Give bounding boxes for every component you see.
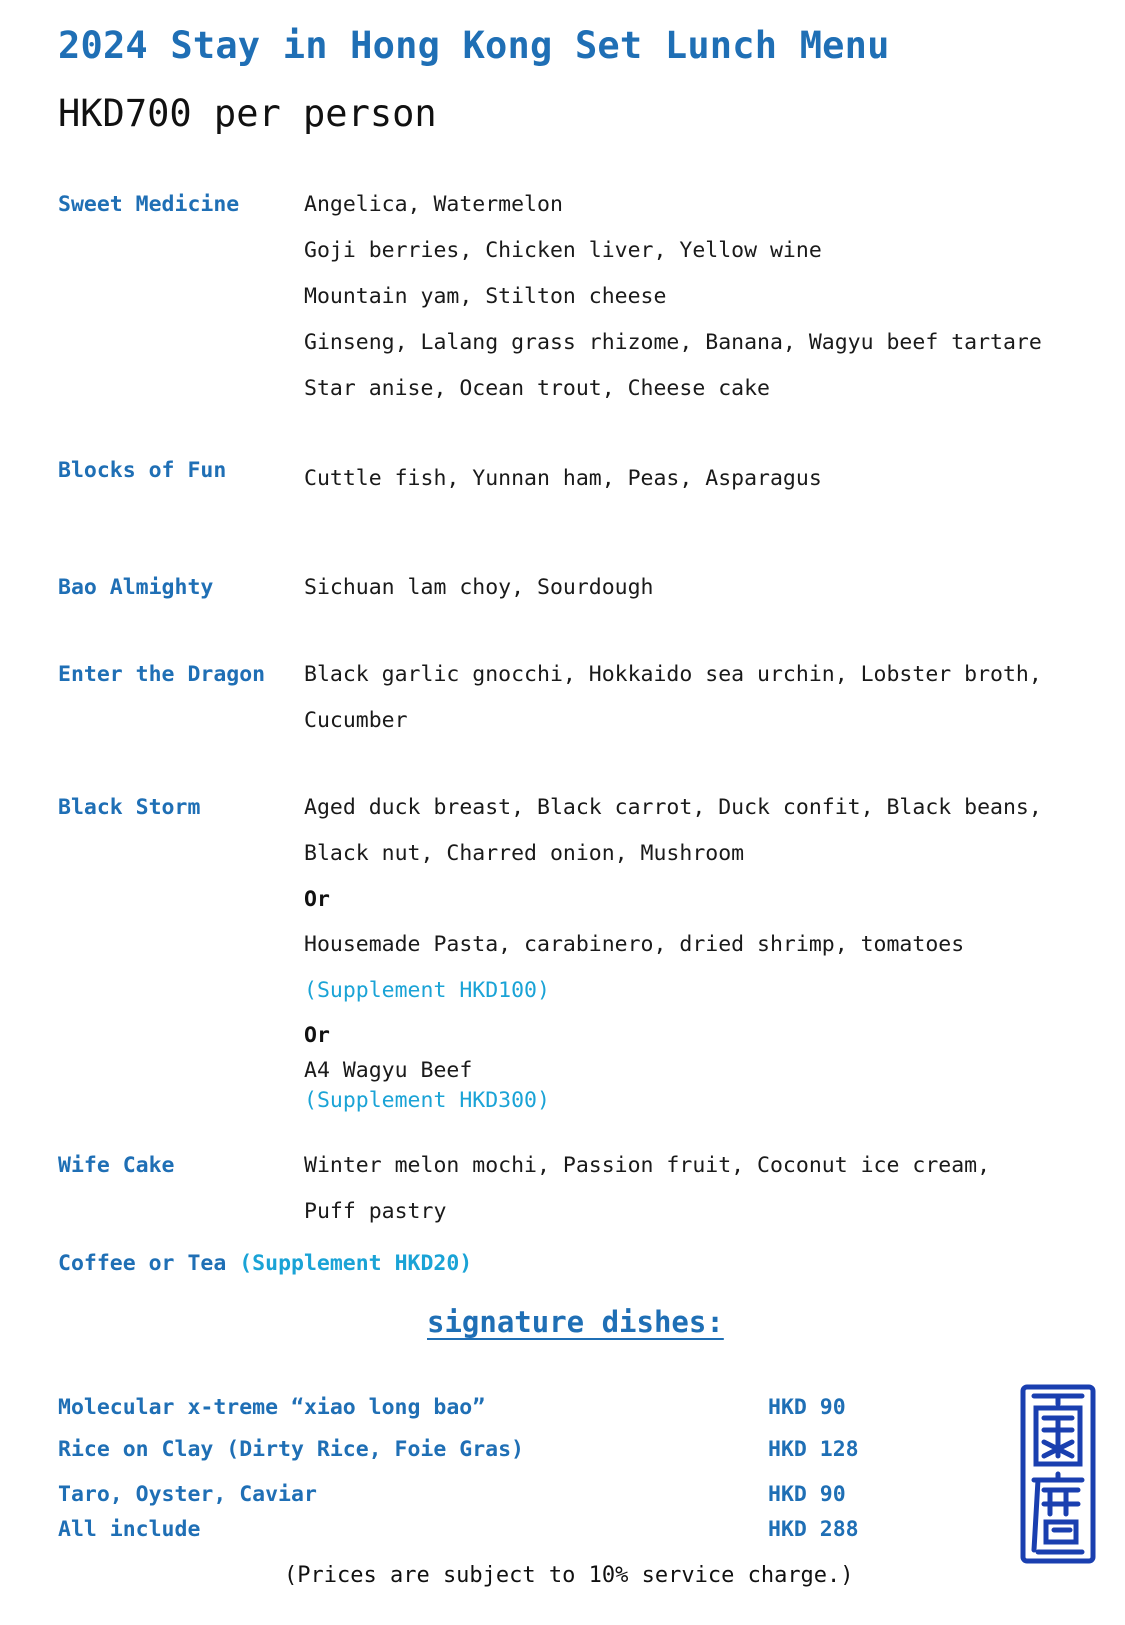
signature-heading: signature dishes: xyxy=(427,1305,724,1339)
course-line: Black nut, Charred onion, Mushroom xyxy=(304,841,745,866)
course-line: Star anise, Ocean trout, Cheese cake xyxy=(304,376,770,401)
course-option: Housemade Pasta, carabinero, dried shrimp, tomatoes xyxy=(304,932,965,957)
course-line: Aged duck breast, Black carrot, Duck confit, Black beans, xyxy=(304,795,1042,820)
course-line: Cuttle fish, Yunnan ham, Peas, Asparagus xyxy=(304,466,822,491)
or-label: Or xyxy=(304,887,330,912)
course-name-black-storm: Black Storm xyxy=(58,795,201,820)
coffee-supplement: (Supplement HKD20) xyxy=(239,1251,473,1276)
course-line: Black garlic gnocchi, Hokkaido sea urchin, Lobster broth, xyxy=(304,662,1042,687)
service-charge-note: (Prices are subject to 10% service charge.) xyxy=(284,1563,854,1588)
course-line: Cucumber xyxy=(304,708,408,733)
signature-item-name: Taro, Oyster, Caviar xyxy=(58,1482,317,1507)
course-line: Goji berries, Chicken liver, Yellow wine xyxy=(304,238,822,263)
signature-item-name: Molecular x-treme “xiao long bao” xyxy=(58,1395,486,1420)
course-name-coffee-or-tea xyxy=(58,1251,472,1276)
course-name-blocks-of-fun: Blocks of Fun xyxy=(58,458,227,483)
signature-item-name: All include xyxy=(58,1517,201,1542)
menu-title: 2024 Stay in Hong Kong Set Lunch Menu xyxy=(58,24,890,67)
course-line: Ginseng, Lalang grass rhizome, Banana, Wagyu beef tartare xyxy=(304,330,1042,355)
signature-item-price: HKD 90 xyxy=(768,1482,846,1507)
signature-item-price: HKD 128 xyxy=(768,1437,859,1462)
course-name-bao-almighty: Bao Almighty xyxy=(58,575,214,600)
supplement-note: (Supplement HKD100) xyxy=(304,978,550,1003)
signature-item-price: HKD 90 xyxy=(768,1395,846,1420)
signature-item-name: Rice on Clay (Dirty Rice, Foie Gras) xyxy=(58,1437,524,1462)
course-name-wife-cake: Wife Cake xyxy=(58,1153,175,1178)
coffee-label: Coffee or Tea xyxy=(58,1251,227,1276)
restaurant-seal-logo-icon xyxy=(1020,1384,1096,1564)
course-line: Mountain yam, Stilton cheese xyxy=(304,284,667,309)
course-name-sweet-medicine: Sweet Medicine xyxy=(58,192,240,217)
menu-price: HKD700 per person xyxy=(58,92,437,135)
course-line: Angelica, Watermelon xyxy=(304,192,563,217)
course-option: A4 Wagyu Beef xyxy=(304,1058,473,1083)
course-name-enter-the-dragon: Enter the Dragon xyxy=(58,662,266,687)
course-line: Puff pastry xyxy=(304,1199,447,1224)
course-line: Winter melon mochi, Passion fruit, Coconut ice cream, xyxy=(304,1153,991,1178)
or-label: Or xyxy=(304,1023,330,1048)
signature-item-price: HKD 288 xyxy=(768,1517,859,1542)
course-line: Sichuan lam choy, Sourdough xyxy=(304,575,654,600)
supplement-note: (Supplement HKD300) xyxy=(304,1088,550,1113)
